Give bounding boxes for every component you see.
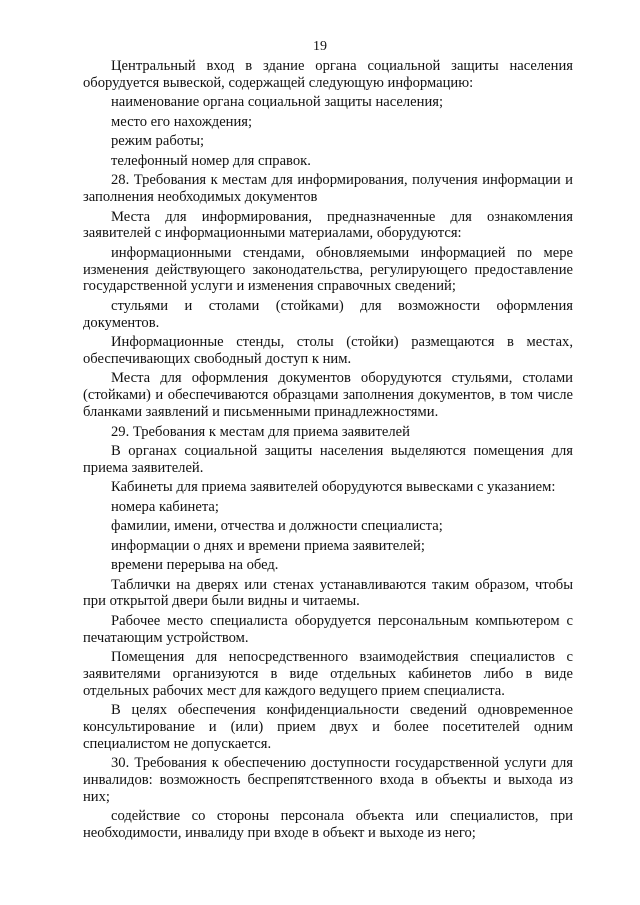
list-item: информации о днях и времени приема заявителей; <box>111 537 425 554</box>
page-number: 19 <box>313 39 327 54</box>
list-item: номера кабинета; <box>111 498 219 515</box>
document-body <box>83 58 573 845</box>
paragraph: Информационные стенды, столы (стойки) размещаются в местах, обеспечивающих свободный доступ к ним. <box>83 334 573 367</box>
list-item: фамилии, имени, отчества и должности специалиста; <box>111 518 443 535</box>
paragraph: Места для информирования, предназначенные для ознакомления заявителей с информационными материалами, оборудуются: <box>83 208 573 242</box>
paragraph: Таблички на дверях или стенах устанавливаются таким образом, чтобы при открытой двери были видны и читаемы. <box>83 576 573 610</box>
paragraph: Места для оформления документов оборудуются стульями, столами (стойками) и обеспечиваются образцами заполнения документов, в том числе бланками заявлений и письменными принадлежностями. <box>83 370 573 421</box>
list-item: место его нахождения; <box>111 113 253 130</box>
list-item: наименование органа социальной защиты населения; <box>111 94 444 111</box>
paragraph: Рабочее место специалиста оборудуется персональным компьютером с печатающим устройством. <box>83 612 573 646</box>
paragraph: Помещения для непосредственного взаимодействия специалистов с заявителями организуются в виде отдельных кабинетов либо в виде отдельных рабочих мест для каждого ведущего прием специалиста. <box>83 649 573 699</box>
list-item: времени перерыва на обед. <box>111 557 279 574</box>
paragraph: Кабинеты для приема заявителей оборудуются вывесками с указанием: <box>111 479 556 496</box>
list-item: режим работы; <box>111 133 205 150</box>
paragraph: В органах социальной защиты населения выделяются помещения для приема заявителей. <box>83 442 573 476</box>
paragraph: содействие со стороны персонала объекта или специалистов, при необходимости, инвалиду при входе в объект и выходе из него; <box>83 808 573 842</box>
section-heading-28: 28. Требования к местам для информирования, получения информации и заполнения необходимых документов <box>83 172 573 206</box>
paragraph: стульями и столами (стойками) для возможности оформления документов. <box>83 297 573 331</box>
section-heading-29: 29. Требования к местам для приема заявителей <box>111 423 410 440</box>
section-heading-30: 30. Требования к обеспечению доступности государственной услуги для инвалидов: возможность беспрепятственного входа в объекты и выхода из них; <box>83 755 573 805</box>
paragraph-entrance-sign: Центральный вход в здание органа социальной защиты населения оборудуется вывеской, содержащей следующую информацию: <box>83 58 573 91</box>
list-item: телефонный номер для справок. <box>111 152 311 169</box>
paragraph: информационными стендами, обновляемыми информацией по мере изменения действующего законодательства, регулирующего предоставление государственной услуги и изменения справочных сведений; <box>83 244 573 295</box>
paragraph: В целях обеспечения конфиденциальности сведений одновременное консультирование и (или) прием двух и более посетителей одним специалистом не допускается. <box>83 702 573 752</box>
